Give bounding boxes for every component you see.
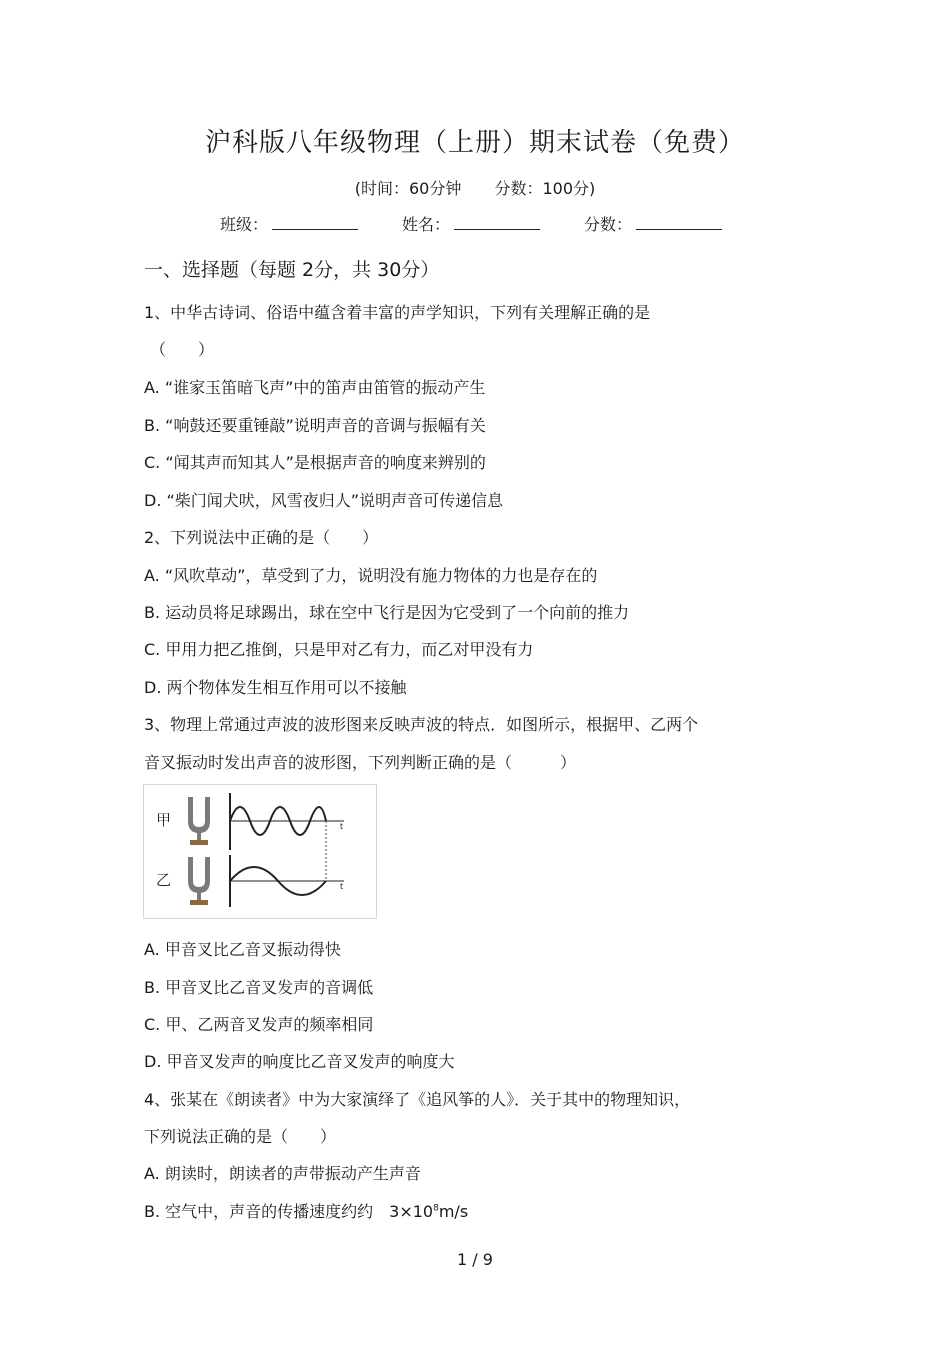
question-1-stem: 1、中华古诗词、俗语中蕴含着丰富的声学知识，下列有关理解正确的是 xyxy=(144,303,651,322)
page-number: 1 / 9 xyxy=(457,1250,493,1269)
page-title: 沪科版八年级物理（上册）期末试卷（免费） xyxy=(204,128,745,158)
q4-option-b-exponent: 8 xyxy=(433,1203,439,1214)
question-2-stem: 2、下列说法中正确的是（ ） xyxy=(144,528,379,547)
figure-label-jia: 甲 xyxy=(156,811,172,829)
svg-text:t: t xyxy=(340,882,344,891)
tuning-fork-waveform-figure xyxy=(143,784,377,919)
q4-option-b-text: B. 空气中，声音的传播速度约约 3×10 xyxy=(144,1202,434,1221)
class-field xyxy=(220,212,358,235)
tuning-fork-icon xyxy=(188,857,210,905)
question-4-stem-cont: 下列说法正确的是（ ） xyxy=(144,1127,337,1146)
score-info: 分数：100分) xyxy=(494,179,596,198)
class-label: 班级： xyxy=(220,215,269,234)
q3-option-c: C. 甲、乙两音叉发声的频率相同 xyxy=(144,1015,374,1034)
q2-option-a: A. “风吹草动”，草受到了力，说明没有施力物体的力也是存在的 xyxy=(144,566,598,585)
question-3-stem: 3、物理上常通过声波的波形图来反映声波的特点．如图所示，根据甲、乙两个 xyxy=(144,715,699,734)
question-3-stem-cont: 音叉振动时发出声音的波形图，下列判断正确的是（ ） xyxy=(144,753,577,772)
exam-subtitle xyxy=(0,176,950,199)
figure-label-yi: 乙 xyxy=(156,871,172,889)
score-blank[interactable] xyxy=(636,212,722,230)
q3-option-d: D. 甲音叉发声的响度比乙音叉发声的响度大 xyxy=(144,1052,455,1071)
q2-option-b: B. 运动员将足球踢出，球在空中飞行是因为它受到了一个向前的推力 xyxy=(144,603,630,622)
q1-option-d: D. “柴门闻犬吠，风雪夜归人”说明声音可传递信息 xyxy=(144,491,504,510)
question-4-stem: 4、张某在《朗读者》中为大家演绎了《追风筝的人》．关于其中的物理知识， xyxy=(144,1090,691,1109)
q4-option-b xyxy=(144,1199,468,1222)
score-label: 分数： xyxy=(584,215,633,234)
q3-option-a: A. 甲音叉比乙音叉振动得快 xyxy=(144,940,341,959)
q1-option-c: C. “闻其声而知其人”是根据声音的响度来辨别的 xyxy=(144,453,486,472)
time-info: (时间：60分钟 xyxy=(354,179,462,198)
class-blank[interactable] xyxy=(272,212,358,230)
q4-option-a: A. 朗读时，朗读者的声带振动产生声音 xyxy=(144,1164,421,1183)
q4-option-b-unit: m/s xyxy=(438,1202,469,1221)
tuning-fork-icon xyxy=(188,797,210,845)
q3-option-b: B. 甲音叉比乙音叉发声的音调低 xyxy=(144,978,374,997)
q1-option-b: B. “响鼓还要重锤敲”说明声音的音调与振幅有关 xyxy=(144,416,486,435)
score-field xyxy=(584,212,722,235)
q2-option-d: D. 两个物体发生相互作用可以不接触 xyxy=(144,678,407,697)
q2-option-c: C. 甲用力把乙推倒，只是甲对乙有力，而乙对甲没有力 xyxy=(144,640,534,659)
question-1-stem-cont: （ ） xyxy=(150,340,215,359)
name-label: 姓名： xyxy=(402,215,451,234)
section-heading: 一、选择题（每题 2分，共 30分） xyxy=(144,259,440,281)
svg-text:t: t xyxy=(340,822,344,831)
q1-option-a: A. “谁家玉笛暗飞声”中的笛声由笛管的振动产生 xyxy=(144,378,486,397)
waveform-svg xyxy=(144,785,376,918)
name-field xyxy=(402,212,540,235)
name-blank[interactable] xyxy=(454,212,540,230)
